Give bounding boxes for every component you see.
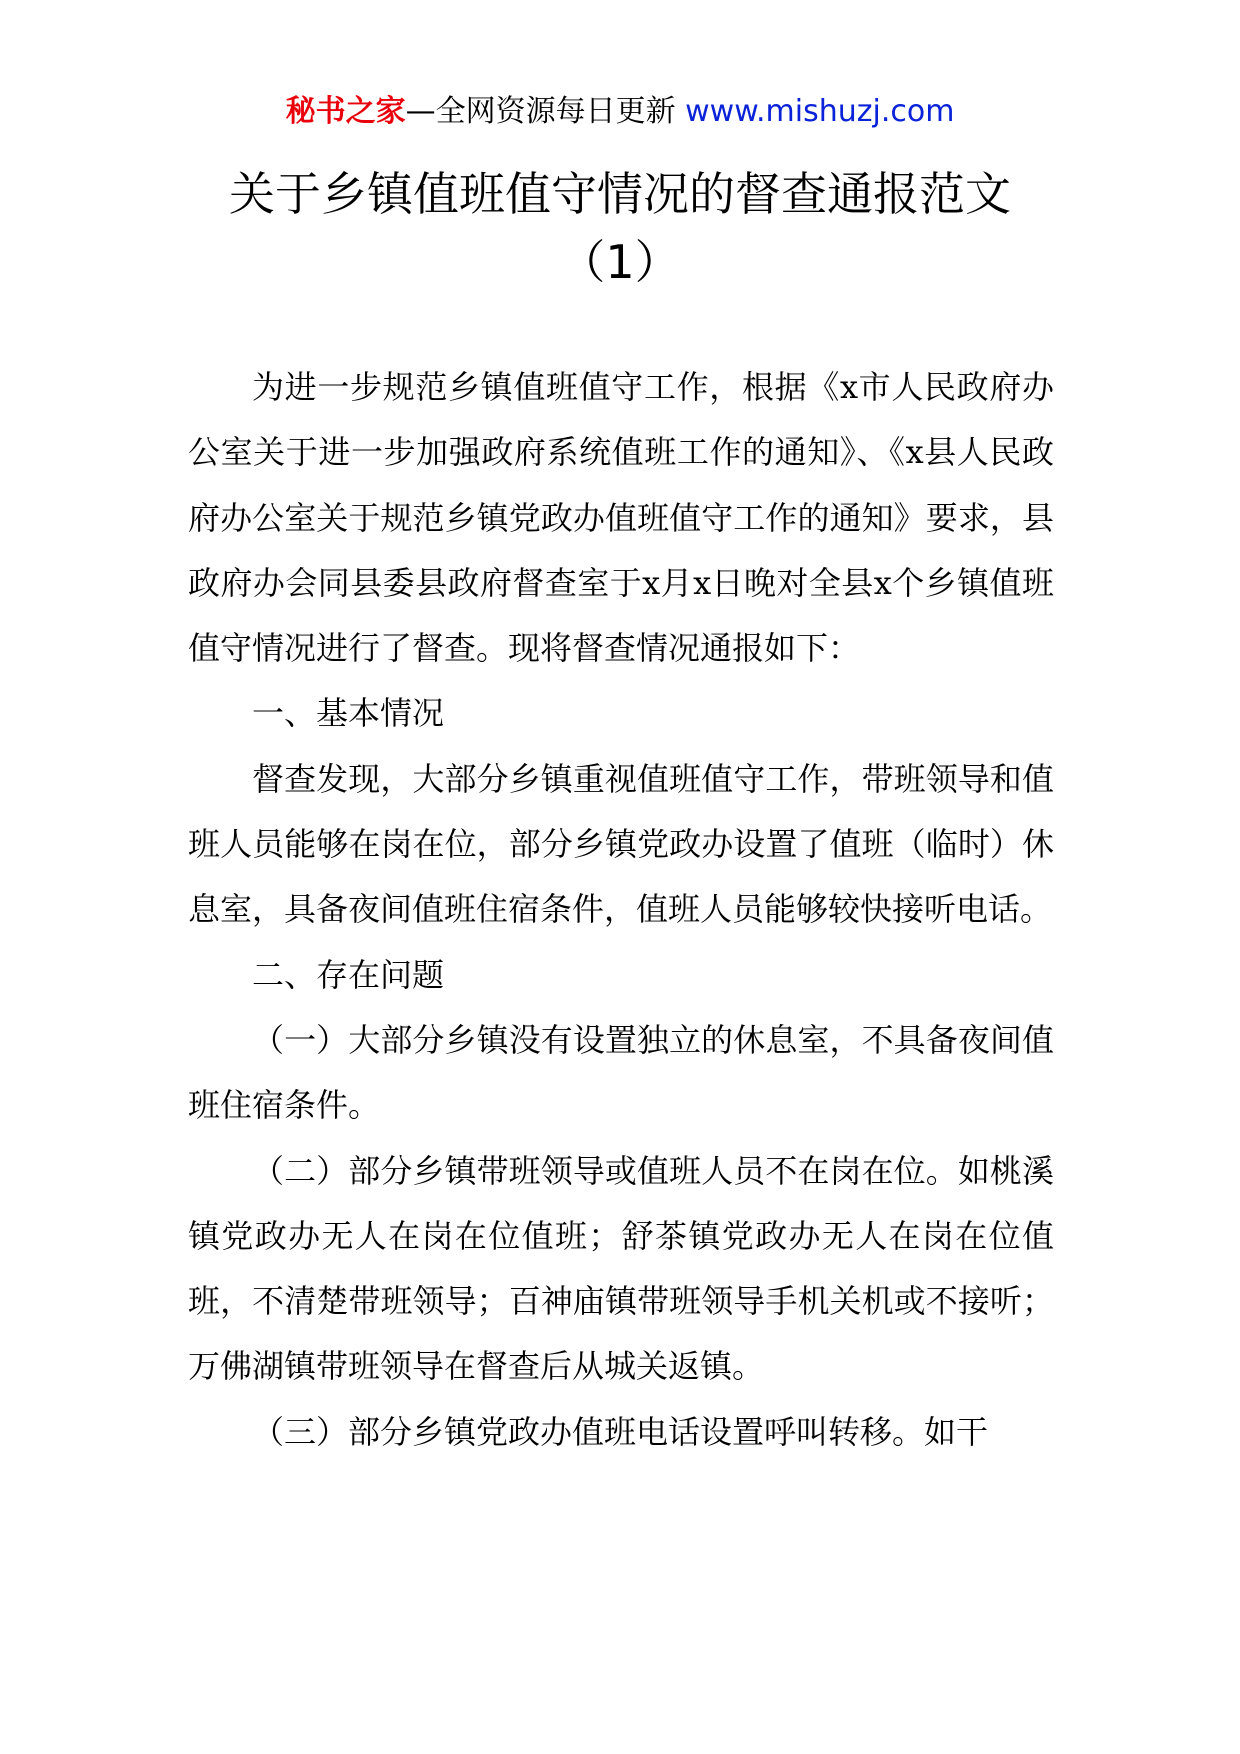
document-body (188, 355, 1054, 1465)
title-line-1: 关于乡镇值班值守情况的督查通报范文 (229, 167, 1011, 221)
section-heading-problems: 二、存在问题 (252, 955, 445, 994)
paragraph-problem-2: （二）部分乡镇带班领导或值班人员不在岗在位。如桃溪镇党政办无人在岗在位值班；舒茶镇党政办无人在岗在位值班，不清楚带班领导；百神庙镇带班领导手机关机或不接听；万佛湖镇带班领导在督查后从城关返镇。 (188, 1151, 1054, 1386)
paragraph-problem-3: （三）部分乡镇党政办值班电话设置呼叫转移。如干 (252, 1412, 989, 1451)
paragraph-intro: 为进一步规范乡镇值班值守工作，根据《x市人民政府办公室关于进一步加强政府系统值班工作的通知》、《x县人民政府办公室关于规范乡镇党政办值班值守工作的通知》要求，县政府办会同县委县政府督查室于x月x日晚对全县x个乡镇值班值守情况进行了督查。现将督查情况通报如下： (188, 368, 1054, 668)
section-heading-basic: 一、基本情况 (252, 694, 445, 733)
paragraph-problem-1: （一）大部分乡镇没有设置独立的休息室，不具备夜间值班住宿条件。 (188, 1020, 1054, 1125)
brand-name: 秘书之家 (285, 94, 406, 129)
site-slogan: —全网资源每日更新 (405, 94, 676, 129)
paragraph-basic-situation: 督查发现，大部分乡镇重视值班值守工作，带班领导和值班人员能够在岗在位，部分乡镇党政办设置了值班（临时）休息室，具备夜间值班住宿条件，值班人员能够较快接听电话。 (188, 759, 1054, 929)
title-line-2: （1） (559, 235, 681, 289)
site-header (0, 92, 1240, 132)
document-title (0, 160, 1240, 296)
site-url[interactable]: www.mishuzj.com (685, 94, 955, 129)
